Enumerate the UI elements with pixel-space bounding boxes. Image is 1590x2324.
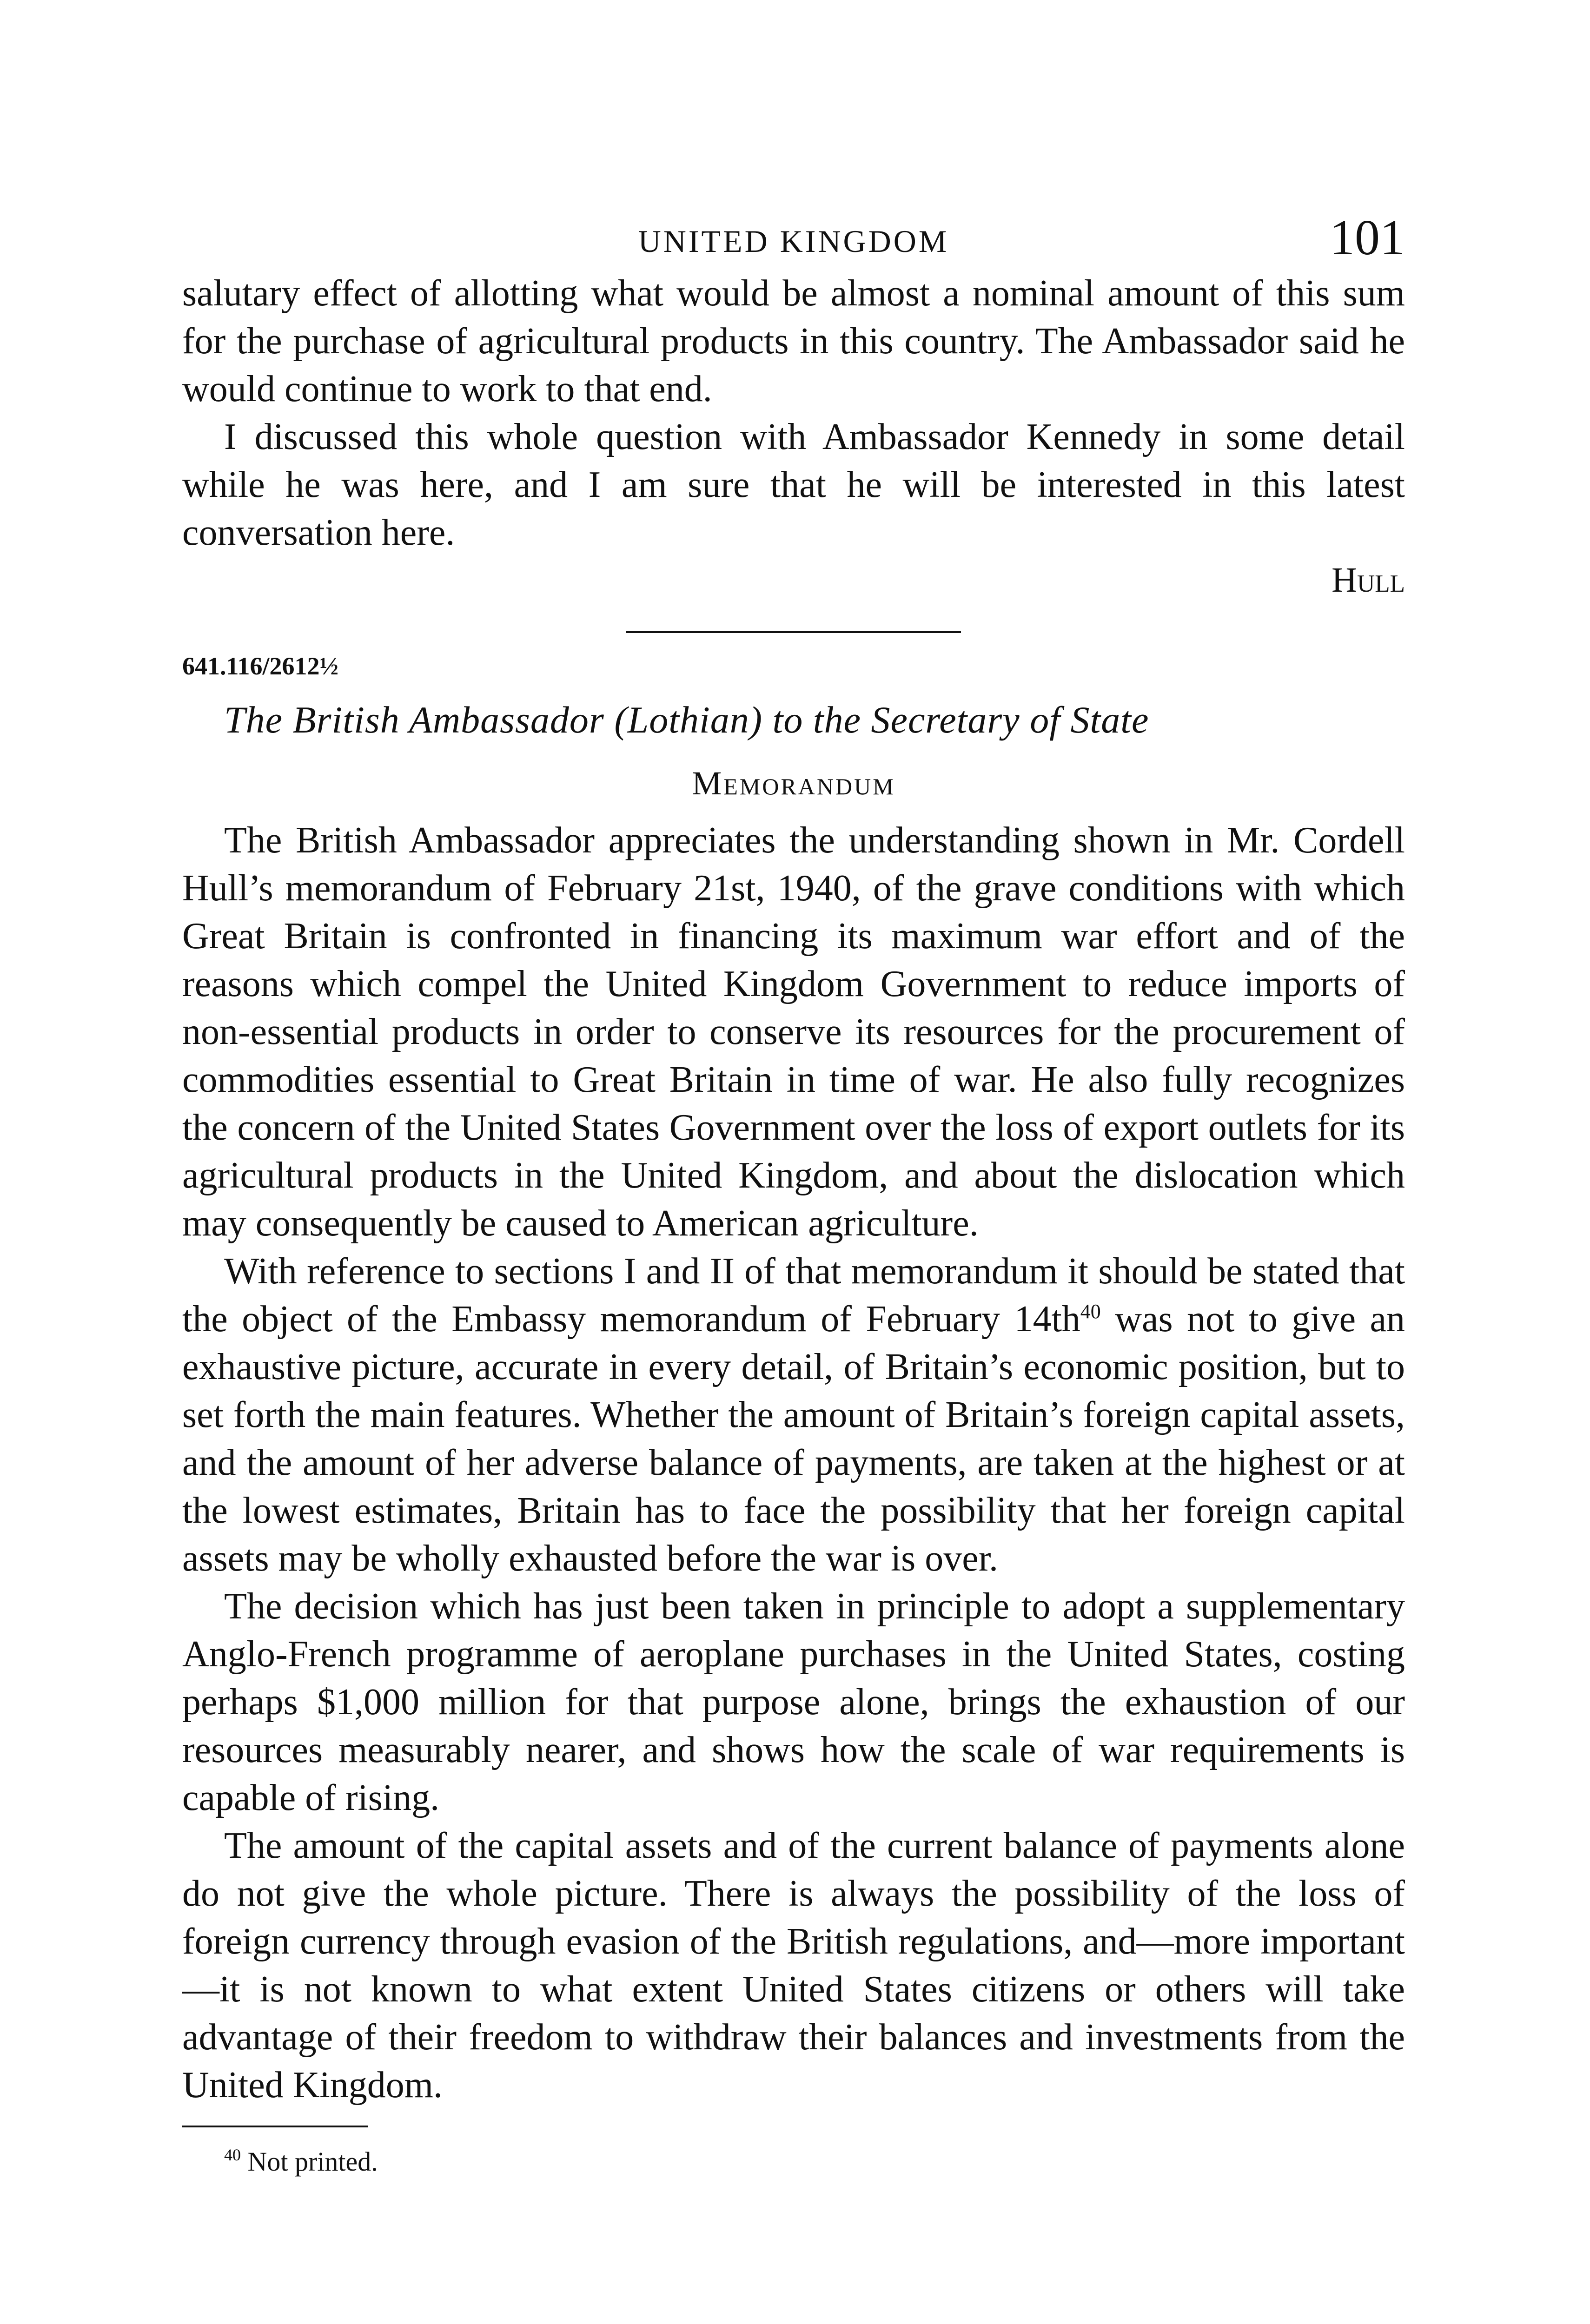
memo-paragraph-1: The British Ambassador appreciates the understanding shown in Mr. Cordell Hull’s memorandum of February 21st, 1940, of the grave conditions with which Great Britain is confronted in financing its maximum war effort and of the reasons which compel the United Kingdom Government to reduce imports of non-essential products in order to conserve its resources for the procurement of commodities essential to Great Britain in time of war. He also fully recognizes the concern of the United States Government over the loss of export outlets for its agricultural products in the United Kingdom, and about the dislocation which may consequently be caused to American agriculture. (182, 820, 1405, 1244)
page-number: 101 (1330, 210, 1405, 265)
memo-paragraph-4: The amount of the capital assets and of the current balance of payments alone do not give the whole picture. There is always the possibility of the loss of foreign currency through evasion of the British regulations, and—more important—it is not known to what extent United States citizens or others will take advantage of their freedom to withdraw their balances and investments from the United Kingdom. (182, 1825, 1405, 2106)
memo-paragraph-3: The decision which has just been taken in principle to adopt a supplementary Anglo-French programme of aeroplane purchases in the United States, costing perhaps $1,000 million for that purpose alone, brings the exhaustion of our resources measurably nearer, and shows how the scale of war requirements is capable of rising. (182, 1586, 1405, 1818)
footnote-number: 40 (224, 2146, 241, 2164)
running-head: UNITED KINGDOM (638, 224, 949, 259)
footnote-text: Not printed. (241, 2146, 378, 2177)
document-title: The British Ambassador (Lothian) to the Secretary of State (224, 699, 1149, 741)
memo-paragraph-2 (182, 1248, 1405, 1583)
footnote-reference: 40 (1080, 1300, 1101, 1323)
section-divider (626, 631, 961, 633)
footnote-divider (182, 2126, 368, 2127)
continuation-paragraph: salutary effect of allotting what would be almost a nominal amount of this sum for the purchase of agricultural products in this country. The Ambassador said he would continue to work to that end. (182, 273, 1405, 409)
closing-paragraph: I discussed this whole question with Ambassador Kennedy in some detail while he was here, and I am sure that he will be interested in this latest conversation here. (182, 416, 1405, 553)
file-number: 641.116/2612½ (182, 652, 339, 680)
page-header (182, 209, 1405, 270)
document-type: Memorandum (692, 765, 895, 802)
footnote (224, 2146, 1405, 2177)
memo-paragraph-2-text-a: With reference to sections I and II of that memorandum it should be stated that the object of the Embassy memorandum of February 14th (182, 1251, 1405, 1340)
memo-paragraph-2-text-b: was not to give an exhaustive picture, accurate in every detail, of Britain’s economic position, but to set forth the main features. Whether the amount of Britain’s foreign capital assets, and the amount of her adverse balance of payments, are taken at the highest or at the lowest estimates, Britain has to face the possibility that her foreign capital assets may be wholly exhausted before the war is over. (182, 1299, 1405, 1579)
document-page (182, 209, 1405, 2177)
signature: Hull (1332, 561, 1405, 600)
